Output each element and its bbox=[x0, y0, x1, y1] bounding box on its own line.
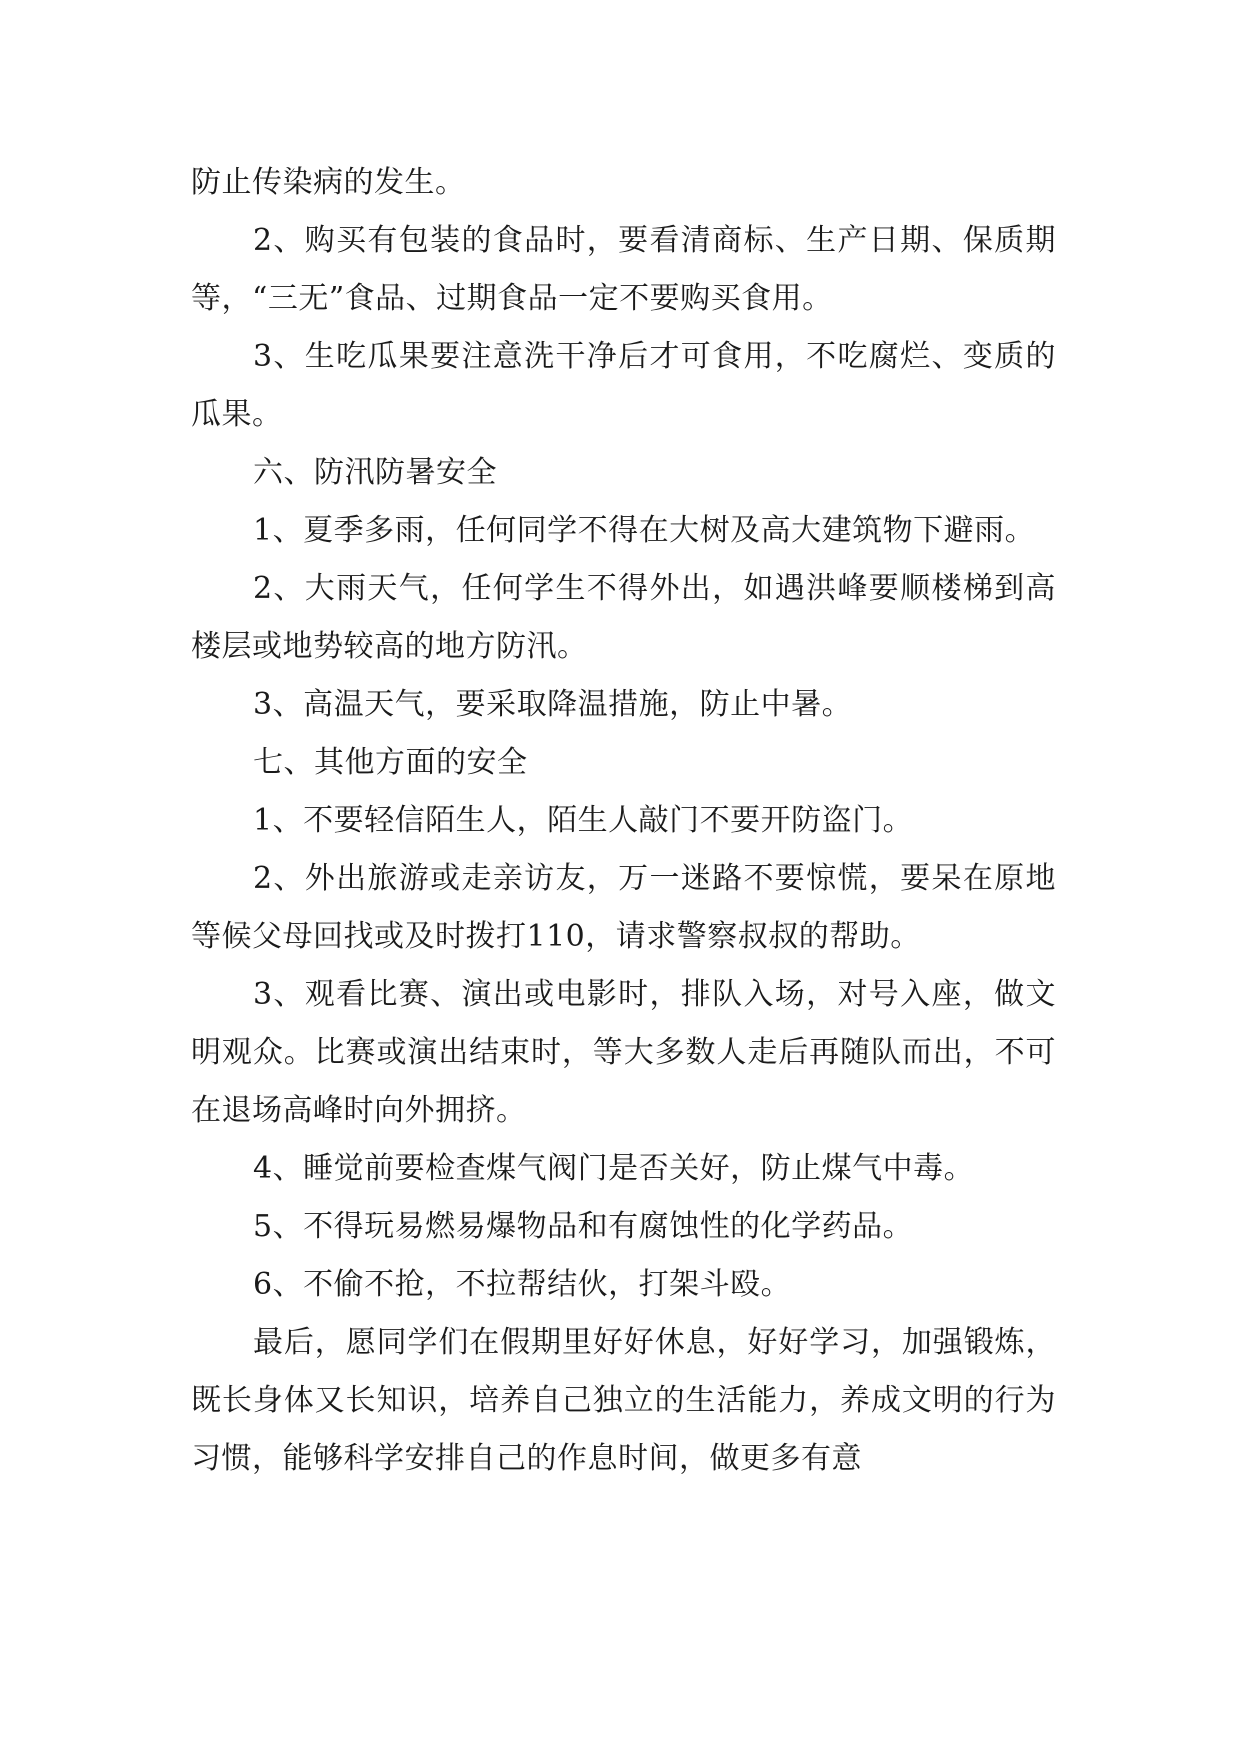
paragraph-chemicals: 5、不得玩易燃易爆物品和有腐蚀性的化学药品。 bbox=[253, 1209, 914, 1244]
paragraph-events: 3、观看比赛、演出或电影时，排队入场，对号入座，做文明观众。比赛或演出结束时，等大多数人走后再随队而出，不可在退场高峰时向外拥挤。 bbox=[191, 977, 1056, 1128]
paragraph-rain-shelter: 1、夏季多雨，任何同学不得在大树及高大建筑物下避雨。 bbox=[253, 513, 1036, 548]
paragraph-raw-fruit: 3、生吃瓜果要注意洗干净后才可食用，不吃腐烂、变质的瓜果。 bbox=[191, 339, 1056, 432]
paragraph-gas: 4、睡觉前要检查煤气阀门是否关好，防止煤气中毒。 bbox=[253, 1151, 975, 1186]
section-heading-flood-heat: 六、防汛防暑安全 bbox=[253, 455, 497, 490]
paragraph-food-packaging: 2、购买有包装的食品时，要看清商标、生产日期、保质期等，“三无”食品、过期食品一定不要购买食用。 bbox=[191, 223, 1056, 316]
paragraph-lost: 2、外出旅游或走亲访友，万一迷路不要惊慌，要呆在原地等候父母回找或及时拨打110，请求警察叔叔的帮助。 bbox=[191, 861, 1056, 954]
paragraph-heat: 3、高温天气，要采取降温措施，防止中暑。 bbox=[253, 687, 853, 722]
paragraph-heavy-rain: 2、大雨天气，任何学生不得外出，如遇洪峰要顺楼梯到高楼层或地势较高的地方防汛。 bbox=[191, 571, 1056, 664]
paragraph-strangers: 1、不要轻信陌生人，陌生人敲门不要开防盗门。 bbox=[253, 803, 914, 838]
paragraph-conduct: 6、不偷不抢，不拉帮结伙，打架斗殴。 bbox=[253, 1267, 792, 1302]
paragraph-continuation: 防止传染病的发生。 bbox=[191, 165, 466, 200]
paragraph-closing: 最后，愿同学们在假期里好好休息，好好学习，加强锻炼，既长身体又长知识，培养自己独立的生活能力，养成文明的行为习惯，能够科学安排自己的作息时间，做更多有意 bbox=[191, 1325, 1056, 1476]
body-text bbox=[191, 154, 1056, 1488]
section-heading-other-safety: 七、其他方面的安全 bbox=[253, 745, 528, 780]
